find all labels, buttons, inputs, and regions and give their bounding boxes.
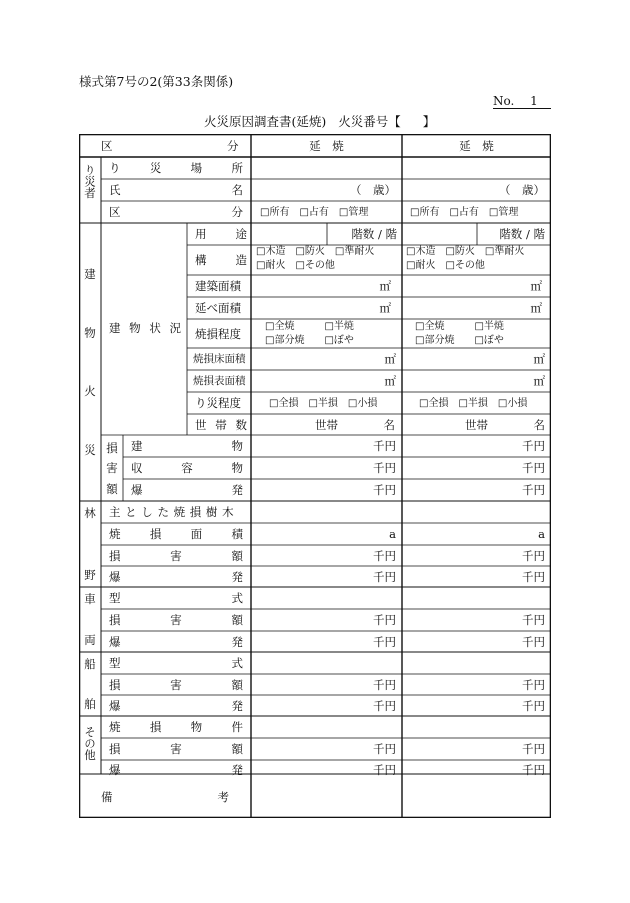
- header-section-char2: 分: [227, 139, 239, 153]
- ship-damage-col1: 千円: [373, 678, 396, 692]
- victim-group-label: り災者: [83, 164, 97, 199]
- forest-damage-col2: 千円: [522, 549, 545, 563]
- surface-area-col2: ㎡: [533, 374, 545, 388]
- header-col1: 延 焼: [309, 139, 344, 153]
- floor-area-col2: ㎡: [533, 352, 545, 366]
- area1-col1: ㎡: [379, 279, 391, 293]
- dmg-opts1-col2: □全焼 □半焼: [415, 321, 504, 332]
- kozo-opts1-col1: □木造 □防火 □準耐火: [256, 246, 375, 257]
- investigation-table: [79, 134, 551, 818]
- row-other-explosion: 爆 発: [109, 763, 243, 777]
- row-name: 氏 名: [109, 183, 243, 197]
- row-loss-explosion: 爆 発: [131, 483, 243, 497]
- header-section-char: 区: [101, 139, 113, 153]
- other-damage-col1: 千円: [373, 742, 396, 756]
- forest-damage-col1: 千円: [373, 549, 396, 563]
- area1-col2: ㎡: [530, 279, 542, 293]
- area2-col2: ㎡: [530, 301, 542, 315]
- loss-explosion-col2: 千円: [522, 483, 545, 497]
- other-explosion-col2: 千円: [522, 763, 545, 777]
- row-kozo: 構 造: [195, 253, 247, 267]
- loss-contents-col2: 千円: [522, 461, 545, 475]
- loss-building-col2: 千円: [522, 439, 545, 453]
- age-col1: （ 歳）: [350, 183, 396, 197]
- row-kubun: 区 分: [109, 205, 243, 219]
- vehicle-explosion-col1: 千円: [373, 635, 396, 649]
- serial-number: [493, 94, 551, 109]
- loss-label: 損 害 額: [106, 440, 118, 496]
- row-ship-explosion: 爆 発: [109, 699, 243, 713]
- row-forest-explosion: 爆 発: [109, 570, 243, 584]
- vehicle-group-label: 車 両: [84, 592, 96, 647]
- header-col2: 延 焼: [459, 139, 494, 153]
- title-text: 火災原因調査書(延焼): [204, 114, 327, 129]
- row-vehicle-explosion: 爆 発: [109, 635, 243, 649]
- dmg-opts2-col1: □部分焼 □ぼや: [265, 335, 354, 346]
- row-ship-damage: 損 害 額: [109, 678, 243, 692]
- row-loss-building: 建 物: [131, 439, 243, 453]
- vehicle-damage-col1: 千円: [373, 613, 396, 627]
- row-other-items: 焼 損 物 件: [109, 720, 243, 734]
- row-main-trees: 主 と し た 焼 損 樹 木: [109, 505, 235, 519]
- dmg-opts1-col1: □全焼 □半焼: [265, 321, 354, 332]
- remarks-label: 備 考: [101, 790, 229, 804]
- row-other-damage: 損 害 額: [109, 742, 243, 756]
- vehicle-damage-col2: 千円: [522, 613, 545, 627]
- row-forest-damage: 損 害 額: [109, 549, 243, 563]
- area2-col1: ㎡: [379, 301, 391, 315]
- forest-explosion-col2: 千円: [522, 570, 545, 584]
- row-floor-area: 焼損床面積: [193, 353, 246, 365]
- other-explosion-col1: 千円: [373, 763, 396, 777]
- kozo-opts1-col2: □木造 □防火 □準耐火: [406, 246, 525, 257]
- surface-area-col1: ㎡: [384, 374, 396, 388]
- suffer-opts-col1: □全損 □半損 □小損: [269, 398, 378, 409]
- floors-col2: 階数 / 階: [499, 227, 545, 241]
- floors-col1: 階数 / 階: [351, 227, 397, 241]
- ship-group-label: 船 舶: [84, 657, 96, 711]
- vehicle-explosion-col2: 千円: [522, 635, 545, 649]
- serial-number-value: 1: [530, 94, 538, 108]
- row-burned-area: 焼 損 面 積: [109, 527, 243, 541]
- ship-damage-col2: 千円: [522, 678, 545, 692]
- row-vehicle-model: 型 式: [109, 591, 243, 605]
- floor-area-col1: ㎡: [384, 352, 396, 366]
- row-vehicle-damage: 損 害 額: [109, 613, 243, 627]
- households-col2: 世帯 名: [465, 418, 545, 432]
- row-youto: 用 途: [195, 227, 247, 241]
- serial-number-label: No.: [493, 94, 515, 108]
- building-group-label: 建 物 火 災: [84, 266, 96, 458]
- row-total-area: 延べ面積: [195, 301, 241, 315]
- ownership-options-col2: □所有 □占有 □管理: [410, 207, 519, 218]
- dmg-opts2-col2: □部分焼 □ぼや: [415, 335, 504, 346]
- row-fire-place: り 災 場 所: [109, 161, 243, 175]
- kozo-opts2-col2: □耐火 □その他: [406, 260, 485, 271]
- burned-area-col2: a: [538, 527, 545, 541]
- document-title: [204, 112, 435, 130]
- households-col1: 世帯 名: [315, 418, 395, 432]
- row-loss-contents: 収 容 物: [131, 461, 243, 475]
- row-households: 世 帯 数: [195, 418, 247, 432]
- row-ship-model: 型 式: [109, 656, 243, 670]
- form-reference: 様式第7号の2(第33条関係): [79, 74, 234, 89]
- row-damage-degree: 焼損程度: [195, 327, 241, 341]
- other-damage-col2: 千円: [522, 742, 545, 756]
- burned-area-col1: a: [389, 527, 396, 541]
- ownership-options-col1: □所有 □占有 □管理: [260, 207, 369, 218]
- row-surface-area: 焼損表面積: [193, 375, 246, 387]
- loss-building-col1: 千円: [373, 439, 396, 453]
- row-building-area: 建築面積: [195, 279, 241, 293]
- forest-explosion-col1: 千円: [373, 570, 396, 584]
- ship-explosion-col1: 千円: [373, 699, 396, 713]
- suffer-opts-col2: □全損 □半損 □小損: [419, 398, 528, 409]
- fire-number-close: 】: [422, 114, 436, 129]
- ship-explosion-col2: 千円: [522, 699, 545, 713]
- forest-group-label: 林 野: [84, 506, 96, 582]
- row-suffer-degree: り災程度: [195, 396, 241, 410]
- fire-number-label: 火災番号【: [338, 114, 401, 129]
- loss-explosion-col1: 千円: [373, 483, 396, 497]
- building-status-label: 建 物 状 況: [109, 321, 181, 335]
- other-group-label: その他: [83, 726, 97, 761]
- age-col2: （ 歳）: [499, 183, 545, 197]
- loss-contents-col1: 千円: [373, 461, 396, 475]
- kozo-opts2-col1: □耐火 □その他: [256, 260, 335, 271]
